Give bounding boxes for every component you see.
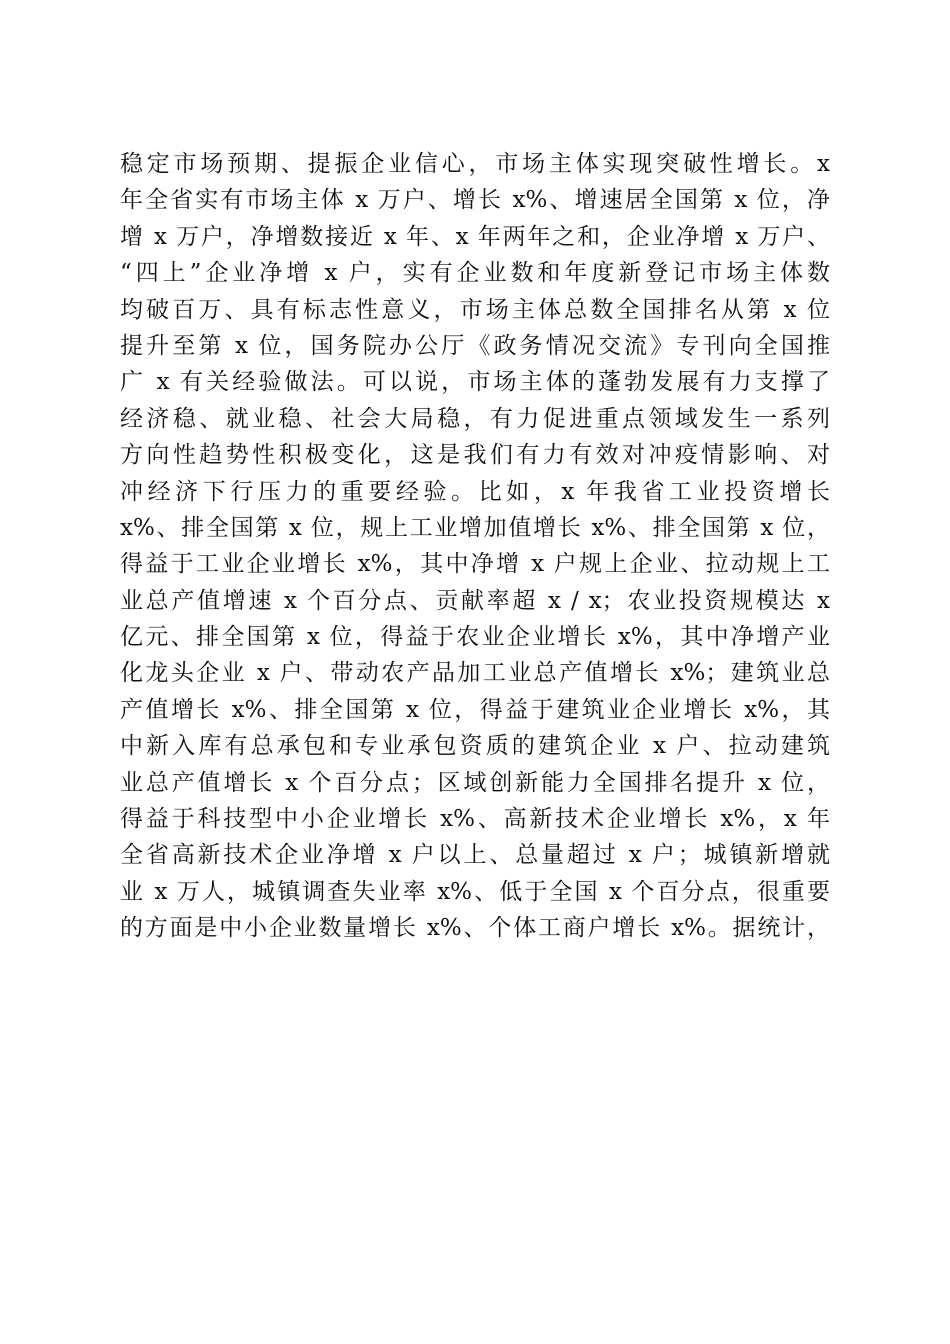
text-line: 年全省实有市场主体 x 万户、增长 x%、增速居全国第 x 位，净: [120, 187, 830, 214]
text-line: 业 x 万人，城镇调查失业率 x%、低于全国 x 个百分点，很重要: [120, 878, 830, 905]
text-line: 提升至第 x 位，国务院办公厅《政务情况交流》专刊向全国推: [120, 332, 830, 359]
text-line: 冲经济下行压力的重要经验。比如，x 年我省工业投资增长: [120, 478, 830, 505]
text-line: 业总产值增长 x 个百分点；区域创新能力全国排名提升 x 位，: [120, 769, 830, 796]
text-line: 业总产值增速 x 个百分点、贡献率超 x / x；农业投资规模达 x: [120, 587, 831, 614]
text-line: 经济稳、就业稳、社会大局稳，有力促进重点领域发生一系列: [120, 405, 830, 432]
text-line: 得益于工业企业增长 x%，其中净增 x 户规上企业、拉动规上工: [120, 551, 830, 578]
text-line: 得益于科技型中小企业增长 x%、高新技术企业增长 x%，x 年: [120, 806, 830, 833]
text-line: 均破百万、具有标志性意义，市场主体总数全国排名从第 x 位: [120, 296, 830, 323]
text-line: 方向性趋势性积极变化，这是我们有力有效对冲疫情影响、对: [120, 442, 830, 469]
text-line: 亿元、排全国第 x 位，得益于农业企业增长 x%，其中净增产业: [120, 624, 830, 651]
body-paragraph: [120, 146, 830, 947]
text-line: 广 x 有关经验做法。可以说，市场主体的蓬勃发展有力支撑了: [120, 369, 830, 396]
text-line: 的方面是中小企业数量增长 x%、个体工商户增长 x%。据统计，: [120, 915, 830, 942]
text-line: 化龙头企业 x 户、带动农产品加工业总产值增长 x%；建筑业总: [120, 660, 830, 687]
text-line: 稳定市场预期、提振企业信心，市场主体实现突破性增长。x: [120, 151, 830, 177]
text-line: 增 x 万户，净增数接近 x 年、x 年两年之和，企业净增 x 万户、: [120, 223, 830, 250]
text-line: x%、排全国第 x 位，规上工业增加值增长 x%、排全国第 x 位，: [120, 514, 830, 541]
text-line: “四上”企业净增 x 户，实有企业数和年度新登记市场主体数: [120, 260, 830, 287]
text-line: 全省高新技术企业净增 x 户以上、总量超过 x 户；城镇新增就: [120, 842, 830, 869]
text-line: 中新入库有总承包和专业承包资质的建筑企业 x 户、拉动建筑: [120, 733, 830, 760]
text-line: 产值增长 x%、排全国第 x 位，得益于建筑业企业增长 x%，其: [120, 696, 830, 723]
